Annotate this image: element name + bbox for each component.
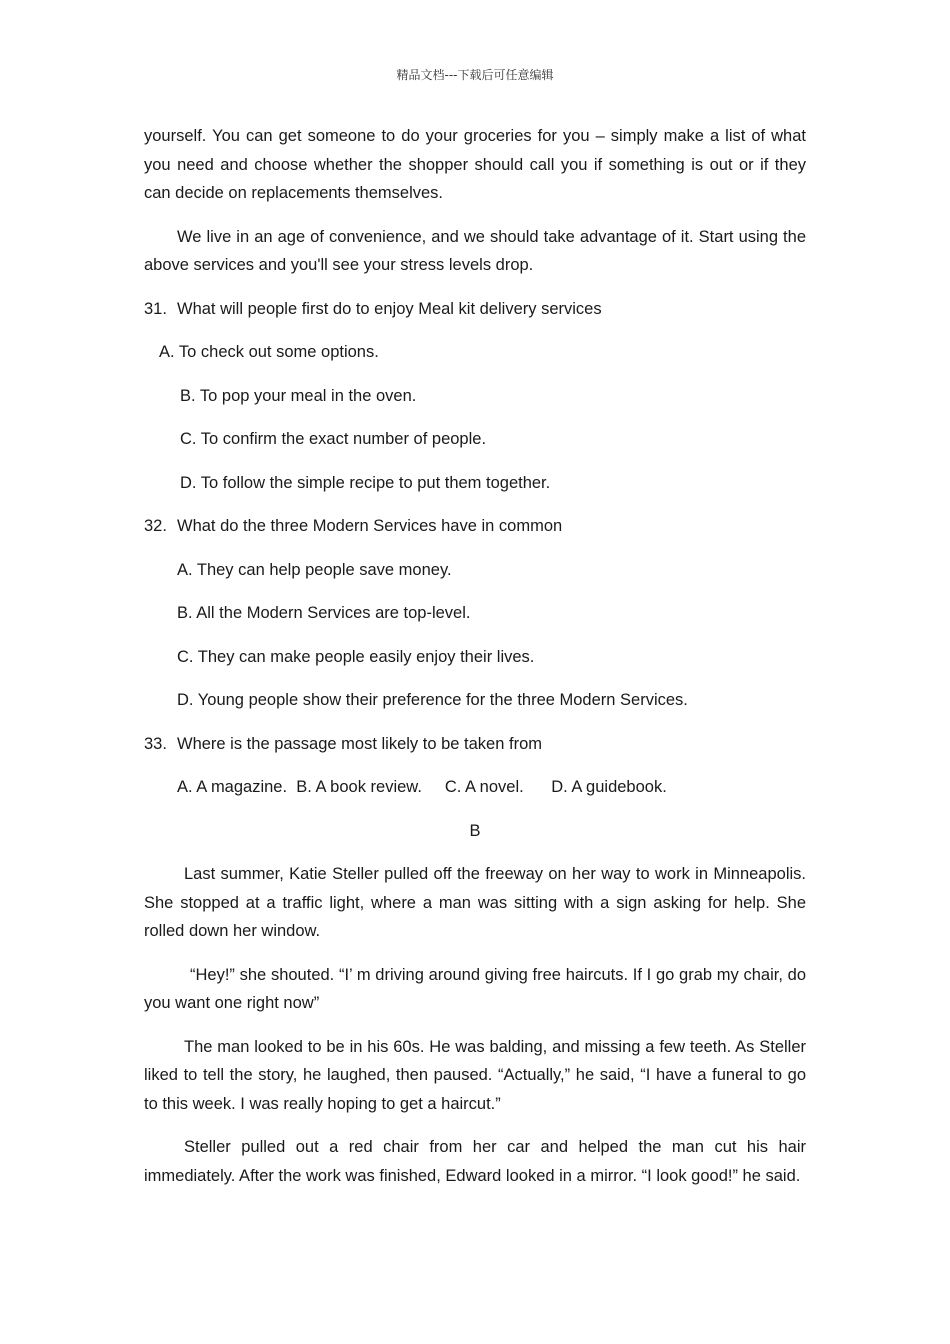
option-32-d: D. Young people show their preference for the three Modern Services.	[177, 691, 688, 709]
question-text: What do the three Modern Services have in common	[177, 517, 563, 535]
passage-paragraph: We live in an age of convenience, and we should take advantage of it. Start using the above services and you'll see your stress levels drop.	[144, 227, 806, 274]
passage-paragraph: The man looked to be in his 60s. He was balding, and missing a few teeth. As Steller liked to tell the story, he laughed, then paused. “Actually,” he said, “I have a funeral to go to this week. I was really hoping to get a haircut.”	[144, 1037, 806, 1113]
question-text: Where is the passage most likely to be taken from	[177, 734, 542, 753]
options-33: A. A magazine. B. A book review. C. A novel. D. A guidebook.	[177, 778, 667, 796]
option-32-c: C. They can make people easily enjoy their lives.	[177, 647, 535, 666]
question-text: What will people first do to enjoy Meal kit delivery services	[177, 299, 602, 318]
passage-paragraph: Steller pulled out a red chair from her car and helped the man cut his hair immediately. After the work was finished, Edward looked in a mirror. “I look good!” he said.	[144, 1138, 806, 1185]
document-body	[144, 122, 806, 1205]
question-31	[144, 295, 806, 324]
option-31-c: C. To confirm the exact number of people.	[180, 430, 487, 448]
question-33	[144, 730, 806, 759]
question-number: 33.	[144, 734, 167, 753]
question-number: 31.	[144, 299, 167, 318]
page-header: 精品文档---下载后可任意编辑	[396, 68, 554, 82]
passage-paragraph: “Hey!” she shouted. “I’ m driving around giving free haircuts. If I go grab my chair, do you want one right now”	[144, 965, 806, 1012]
option-31-b: B. To pop your meal in the oven.	[180, 386, 417, 405]
option-32-a: A. They can help people save money.	[177, 560, 452, 579]
option-31-a: A. To check out some options.	[159, 343, 379, 361]
passage-paragraph: yourself. You can get someone to do your groceries for you – simply make a list of what you need and choose whether the shopper should call you if something is out or if they can decide on replacements themselves.	[144, 127, 806, 202]
option-31-d: D. To follow the simple recipe to put them together.	[180, 473, 551, 492]
passage-paragraph: Last summer, Katie Steller pulled off the freeway on her way to work in Minneapolis. She stopped at a traffic light, where a man was sitting with a sign asking for help. She rolled down her window.	[144, 865, 806, 940]
option-32-b: B. All the Modern Services are top-level.	[177, 604, 471, 622]
question-32	[144, 512, 806, 541]
question-number: 32.	[144, 517, 167, 535]
section-title: B	[469, 821, 481, 840]
